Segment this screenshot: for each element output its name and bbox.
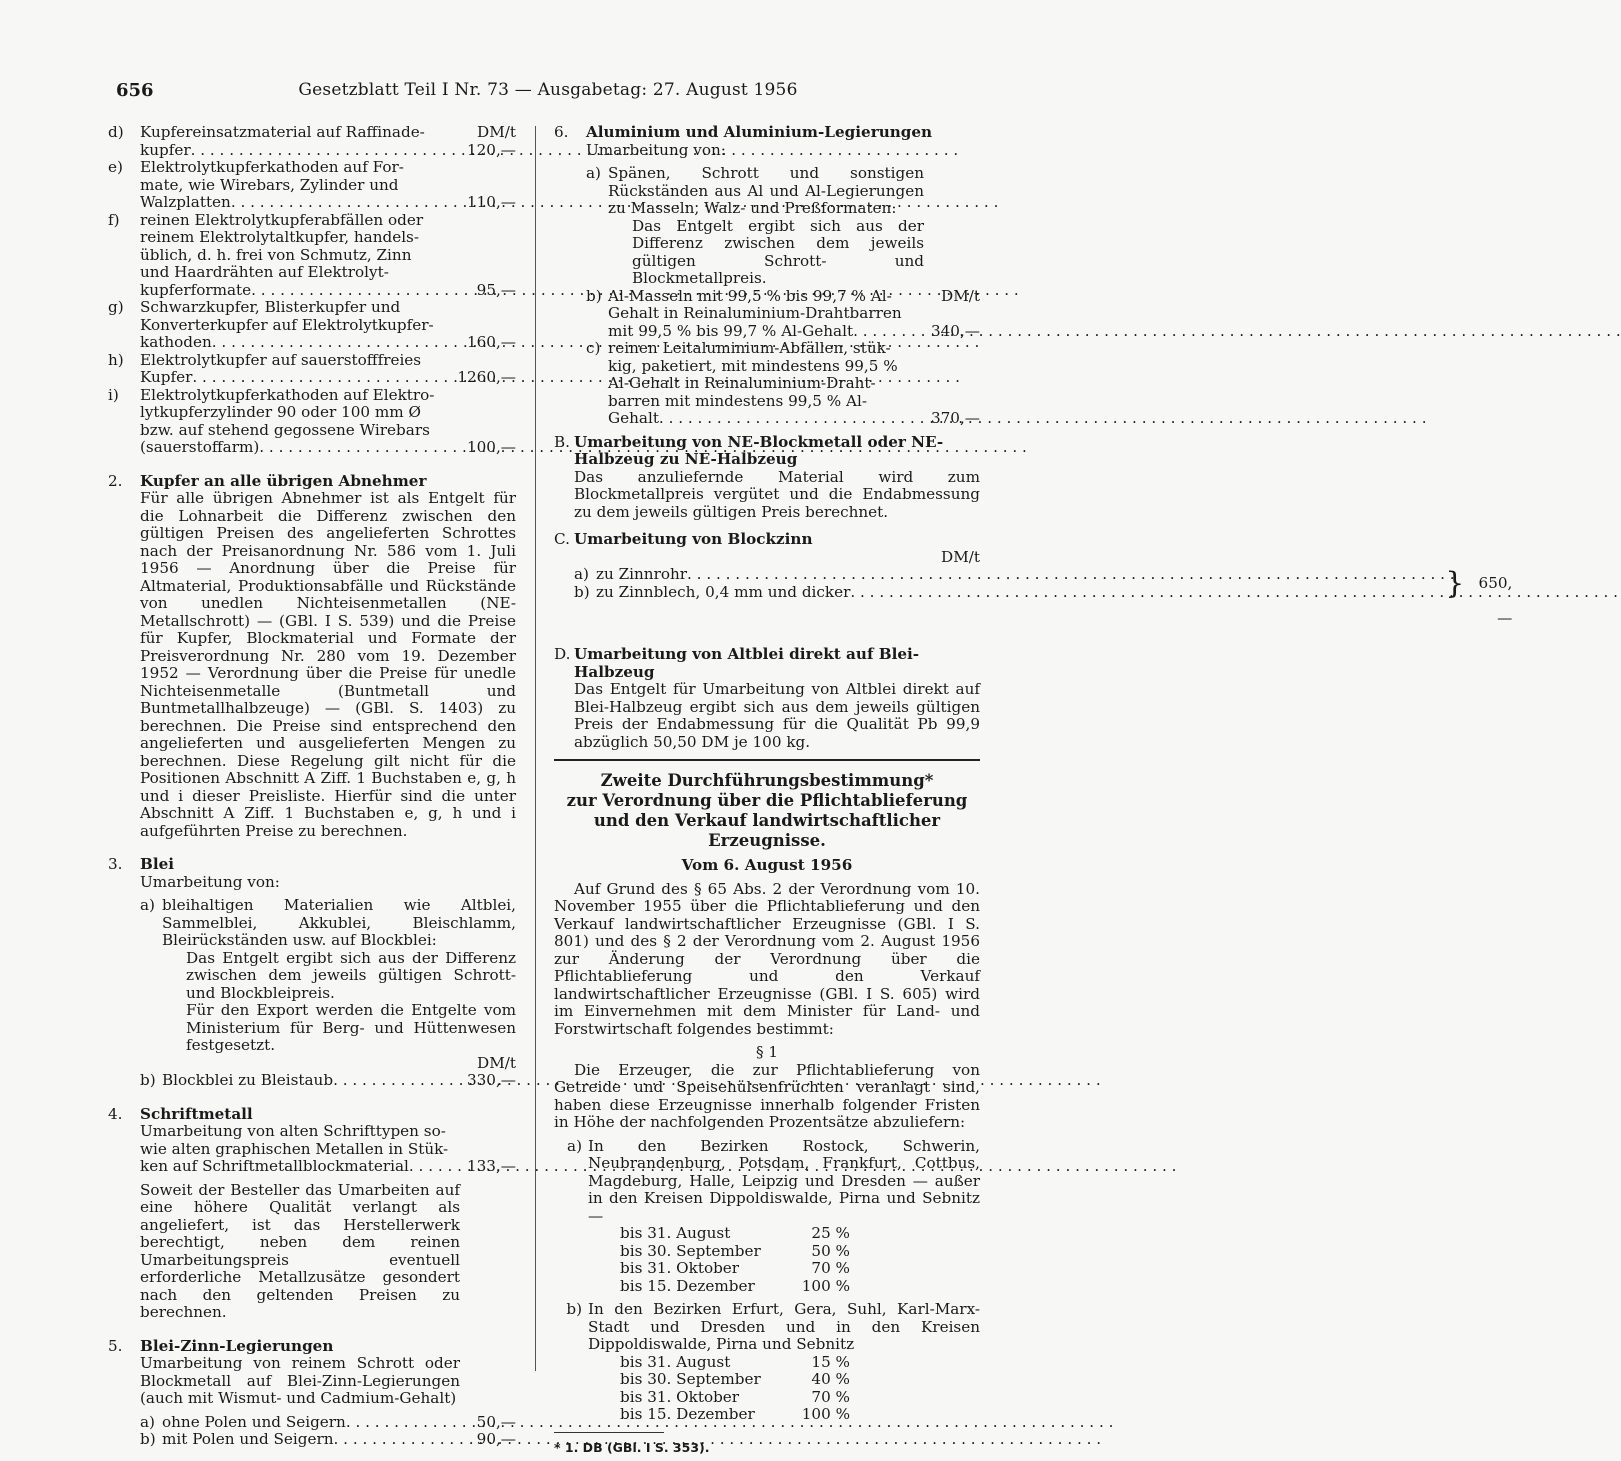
region-text: In den Bezirken Erfurt, Gera, Suhl, Karl-Marx-Stadt und Dresden und in den Kreisen Dippoldiswalde, Pirna und Sebnitz (588, 1300, 980, 1353)
sub-item-c (586, 340, 980, 428)
section-title: Schriftmetall (140, 1104, 253, 1123)
column-divider (535, 126, 536, 1371)
rate-date: bis 15. Dezember (620, 1405, 755, 1423)
section-number: 5. (108, 1336, 123, 1355)
rate-row (620, 1389, 850, 1407)
decree-title: Zweite Durchführungsbestimmung* (600, 771, 934, 790)
decree-preamble: Auf Grund des § 65 Abs. 2 der Verordnung vom 10. November 1955 über die Pflichtablieferung und den Verkauf landwirtschaftlicher Erzeugnisse (GBl. I S. 801) und des § 2 der Verordnung vom 2. August 1956 zur Änderung der Verordnung über die Pflichtablieferung und den Verkauf landwirtschaftlicher Erzeugnisse (GBl. I S. 605) wird im Einvernehmen mit dem Minister für Land- und Forstwirtschaft folgendes bestimmt: (554, 879, 980, 1038)
section-label: D. (554, 645, 571, 663)
item-text: Elektrolytkupferkathoden auf For- (140, 158, 404, 176)
item-label: c) (586, 339, 601, 357)
item-text: zu Zinnrohr (596, 565, 688, 583)
item-text: zu Zinnblech, 0,4 mm und dicker (596, 582, 851, 601)
item-label: b) (140, 1430, 156, 1448)
brace-symbol: } (1445, 566, 1465, 601)
item-text: ohne Polen und Seigern (162, 1412, 346, 1431)
item-price: 370,— (930, 409, 980, 427)
rate-row (620, 1260, 850, 1278)
item-price: 133,— (466, 1157, 516, 1175)
section-label: B. (554, 432, 570, 451)
rate-row (620, 1406, 850, 1424)
rate-row (620, 1354, 850, 1372)
section-text: Das anzuliefernde Material wird zum Blockmetallpreis vergütet und die Endabmessung zu dem jeweils gültigen Preis berechnet. (574, 467, 980, 521)
item-price: 50,— (476, 1412, 516, 1431)
section-text: Umarbeitung von reinem Schrott oder Blockmetall auf Blei-Zinn-Legierungen (auch mit Wismut- und Cadmium-Gehalt) (140, 1354, 460, 1407)
item-text: lytkupferzylinder 90 oder 100 mm Ø (140, 403, 421, 421)
sub-item-b (140, 1431, 516, 1449)
item-label: b) (566, 1300, 582, 1318)
section-number: 2. (108, 471, 123, 490)
item-text: kupfer (140, 140, 191, 159)
section-label: C. (554, 530, 570, 548)
sub-item-b (140, 1072, 516, 1090)
price-item-e (108, 159, 516, 212)
item-label: e) (108, 158, 123, 176)
price-item-d (108, 124, 516, 159)
section-text: Für alle übrigen Abnehmer ist als Entgelt für die Lohnarbeit die Differenz zwischen den gültigen Preisen des angelieferten Schrottes nach der Preisanordnung Nr. 586 vom 1. Juli 1956 — Anordnung über die Preise für Altmaterial, Produktionsabfälle und Rückstände von unedlen Nichteisenmetallen (NE-Metallschrott) — (GBl. I S. 539) und die Preise für Kupfer, Blockmaterial und Formate der Preisverordnung Nr. 280 vom 19. Dezember 1952 — Verordnung über die Preise für unedle Nichteisenmetalle (Buntmetall und Buntmetallhalbzeuge) — (GBl. S. 1403) zu berechnen. Die Preise sind entsprechend den angelieferten und ausgelieferten Mengen zu berechnen. Diese Regelung gilt nicht für die Positionen Abschnitt A Ziff. 1 Buchstaben e, g, h und i dieser Preisliste. Hierfür sind die unter Abschnitt A Ziff. 1 Buchstaben e, g, h und i aufgeführten Preise zu berechnen. (140, 489, 516, 840)
rate-date: bis 31. August (620, 1352, 731, 1371)
item-text: und Haardrähten auf Elektrolyt- (140, 263, 389, 281)
item-text: Spänen, Schrott und sonstigen Rückständen aus Al und Al-Legierungen zu Masseln, Walz- und Preßformaten: (608, 164, 924, 217)
section-intro: Umarbeitung von: (140, 872, 280, 891)
region-a (554, 1138, 980, 1226)
section-6 (554, 124, 980, 428)
item-label: a) (574, 565, 589, 583)
item-text: kupferformate (140, 280, 252, 299)
item-text: (sauerstoffarm) (140, 438, 260, 456)
section-intro: Umarbeitung von: (586, 140, 726, 159)
sub-item-a (140, 1414, 516, 1432)
rate-row (620, 1278, 850, 1296)
section-text: Das Entgelt für Umarbeitung von Altblei direkt auf Blei-Halbzeug ergibt sich aus dem jeweils gültigen Preis der Endabmessung für die Qualität Pb 99,9 abzüglich 50,50 DM je 100 kg. (574, 680, 980, 751)
item-label: h) (108, 350, 124, 369)
section-title: Umarbeitung von Altblei direkt auf Blei-Halbzeug (574, 645, 920, 681)
sub-item-a (140, 897, 516, 1055)
unit-label: DM/t (477, 1053, 516, 1072)
item-text: mit Polen und Seigern (162, 1430, 334, 1448)
section-title: Kupfer an alle übrigen Abnehmer (140, 471, 427, 490)
rate-date: bis 31. Oktober (620, 1387, 740, 1406)
decree-date: Vom 6. August 1956 (681, 856, 853, 874)
item-price: 100,— (466, 438, 516, 456)
unit-label: DM/t (477, 123, 516, 141)
page-header (116, 80, 980, 106)
section-title: Umarbeitung von Blockzinn (574, 530, 813, 548)
rate-row (620, 1225, 850, 1243)
region-text: In den Bezirken Rostock, Schwerin, Neubrandenburg, Potsdam, Frankfurt, Cottbus, Magdeburg, Halle, Leipzig und Dresden — außer in den Kreisen Dippoldiswalde, Pirna und Sebnitz — (588, 1136, 980, 1225)
footnote-rule (554, 1432, 664, 1433)
item-label: f) (108, 210, 120, 229)
rate-percent: 25 % (811, 1224, 850, 1242)
left-column (108, 124, 516, 1449)
item-label: d) (108, 123, 124, 141)
item-text: mit 99,5 % bis 99,7 % Al-Gehalt (608, 321, 854, 340)
item-price: 160,— (466, 333, 516, 351)
item-text: bleihaltigen Materialien wie Altblei, Sammelblei, Akkublei, Bleischlamm, Bleirückständen usw. auf Blockblei: (162, 896, 516, 949)
item-text: Konverterkupfer auf Elektrolytkupfer- (140, 315, 434, 334)
item-text: üblich, d. h. frei von Schmutz, Zinn (140, 245, 412, 264)
decree (554, 771, 980, 1456)
section-text: ken auf Schriftmetallblockmaterial (140, 1157, 409, 1175)
section-c (554, 530, 1513, 636)
section-title: Blei (140, 855, 175, 873)
item-label: g) (108, 298, 124, 316)
item-price: 95,— (476, 280, 516, 299)
section-3 (108, 856, 516, 1090)
rate-list-a (554, 1225, 980, 1295)
section-text: wie alten graphischen Metallen in Stük- (140, 1139, 449, 1158)
section-number: 4. (108, 1104, 123, 1123)
right-column (554, 123, 1513, 1456)
rate-percent: 70 % (811, 1259, 850, 1277)
item-label: b) (574, 582, 590, 601)
item-text: Kupfereinsatzmaterial auf Raffinade- (140, 123, 425, 141)
price-item-i (108, 387, 516, 457)
item-text: Gehalt (608, 409, 659, 427)
section-title: Blei-Zinn-Legierungen (140, 1336, 334, 1355)
item-price: 120,— (466, 140, 516, 159)
section-5 (108, 1338, 516, 1449)
section-2 (108, 473, 516, 841)
section-rule (554, 759, 980, 761)
item-text: Schwarzkupfer, Blisterkupfer und (140, 298, 401, 316)
item-text: kathoden (140, 333, 212, 351)
item-label: a) (140, 896, 155, 914)
unit-label: DM/t (941, 286, 980, 305)
item-text: reinen Elektrolytkupferabfällen oder (140, 210, 424, 229)
rate-percent: 100 % (801, 1405, 850, 1423)
header-title: Gesetzblatt Teil I Nr. 73 — Ausgabetag: 27. August 1956 (298, 80, 798, 100)
item-text: reinem Elektrolytaltkupfer, handels- (140, 228, 419, 246)
item-price: 330,— (466, 1071, 516, 1089)
item-text: Walzplatten (140, 193, 231, 211)
item-text: mate, wie Wirebars, Zylinder und (140, 175, 399, 194)
item-price: 90,— (476, 1430, 516, 1448)
brace-group (574, 565, 1513, 636)
item-text: barren mit mindestens 99,5 % Al- (608, 391, 867, 410)
item-price: 1260,— (457, 368, 516, 386)
rate-date: bis 30. September (620, 1370, 761, 1388)
price-item-g (108, 299, 516, 352)
section-number: 6. (554, 123, 569, 141)
section-b (554, 434, 980, 522)
item-text: Elektrolytkupfer auf sauerstofffreies (140, 350, 422, 369)
item-note: Das Entgelt ergibt sich aus der Differenz zwischen dem jeweils gültigen Schrott- und Blockbleipreis. (186, 948, 516, 1002)
item-text: reinen Leitaluminium-Abfällen, stük- (608, 339, 891, 357)
item-label: b) (140, 1071, 156, 1089)
item-text: Gehalt in Reinaluminium-Drahtbarren (608, 304, 902, 322)
item-note: Das Entgelt ergibt sich aus der Differenz zwischen dem jeweils gültigen Schrott- und Blockmetallpreis. (632, 216, 924, 287)
item-text: Elektrolytkupferkathoden auf Elektro- (140, 385, 435, 404)
item-label: i) (108, 385, 119, 404)
section-title: Umarbeitung von NE-Blockmetall oder NE-Halbzeug zu NE-Halbzeug (574, 432, 944, 468)
item-text: Al-Gehalt in Reinaluminium-Draht- (608, 374, 876, 392)
section-number: 3. (108, 855, 123, 873)
rate-percent: 40 % (811, 1370, 850, 1388)
sub-item-a (586, 165, 980, 288)
paragraph-text: Die Erzeuger, die zur Pflichtablieferung von Getreide und Speisehülsenfrüchten veranlagt sind, haben diese Erzeugnisse innerhalb folgender Fristen in Höhe der nachfolgenden Prozentsätze abzuliefern: (554, 1060, 980, 1131)
item-text: Kupfer (140, 368, 193, 386)
rate-date: bis 30. September (620, 1241, 761, 1260)
item-price: 650,— (1478, 574, 1513, 627)
rate-row (620, 1243, 850, 1261)
decree-subtitle: zur Verordnung über die Pflichtablieferung und den Verkauf landwirtschaftlicher Erzeugnisse. (566, 791, 968, 850)
item-text: Al-Masseln mit 99,5 % bis 99,7 % Al- (608, 286, 892, 305)
rate-date: bis 31. Oktober (620, 1259, 740, 1277)
price-item-h (108, 352, 516, 387)
footnote: * 1. DB (GBl. I S. 353). (554, 1439, 710, 1455)
item-label: a) (567, 1136, 582, 1155)
section-text: Soweit der Besteller das Umarbeiten auf eine höhere Qualität verlangt als angeliefert, ist das Herstellerwerk berechtigt, neben dem reinen Umarbeitungspreis eventuell erforderliche Metallzusätze gesondert nach den geltenden Preisen zu berechnen. (140, 1180, 460, 1321)
item-text: bzw. auf stehend gegossene Wirebars (140, 420, 430, 439)
item-price: 110,— (466, 193, 516, 211)
item-text: Blockblei zu Bleistaub (162, 1071, 334, 1089)
rate-list-b (554, 1354, 980, 1424)
section-title: Aluminium und Aluminium-Legierungen (586, 123, 933, 141)
item-label: b) (586, 286, 602, 305)
sub-item-b (586, 288, 980, 341)
region-b (554, 1301, 980, 1354)
price-item-f (108, 212, 516, 300)
rate-date: bis 15. Dezember (620, 1276, 755, 1295)
item-note: Für den Export werden die Entgelte vom Ministerium für Berg- und Hüttenwesen festgesetzt. (186, 1001, 516, 1054)
rate-percent: 100 % (801, 1276, 850, 1295)
rate-percent: 15 % (811, 1352, 850, 1371)
item-label: a) (586, 164, 601, 182)
unit-label: DM/t (941, 547, 980, 566)
item-label: a) (140, 1412, 155, 1431)
rate-row (620, 1371, 850, 1389)
rate-percent: 70 % (811, 1387, 850, 1406)
section-4 (108, 1106, 516, 1322)
item-text: kig, paketiert, mit mindestens 99,5 % (608, 356, 898, 375)
section-d (554, 646, 980, 751)
page-number: 656 (116, 80, 154, 101)
item-price: 340,— (930, 321, 980, 340)
section-text: Umarbeitung von alten Schrifttypen so- (140, 1122, 446, 1140)
paragraph-number: § 1 (755, 1043, 779, 1061)
rate-date: bis 31. August (620, 1224, 731, 1242)
rate-percent: 50 % (811, 1241, 850, 1260)
